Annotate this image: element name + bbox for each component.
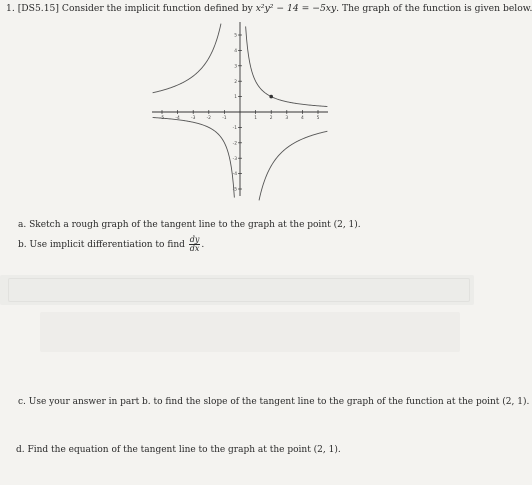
curve-branch-q2 — [153, 24, 221, 93]
part-c-label: c. — [18, 397, 26, 407]
curve-branch-q4 — [259, 131, 327, 200]
part-d — [16, 444, 341, 456]
x-tick-label: 3 — [285, 116, 289, 121]
problem-number: 1. — [6, 3, 15, 14]
y-tick-label: 3 — [234, 64, 237, 70]
curve-branch-q1 — [246, 26, 328, 106]
part-d-text: Find the equation of the tangent line to the graph at the point (2, 1). — [27, 445, 341, 455]
y-tick-label: -1 — [232, 126, 237, 131]
part-a-label: a. — [18, 220, 27, 230]
y-tick-label: 2 — [234, 79, 237, 85]
problem-statement — [6, 3, 532, 15]
point-marker — [269, 95, 273, 99]
part-b-label: b. — [18, 240, 27, 250]
x-tick-label: 2 — [269, 116, 273, 121]
problem-text: Consider the implicit function defined by — [61, 3, 253, 14]
x-tick-label: 4 — [301, 116, 304, 121]
part-b — [18, 236, 204, 253]
y-tick-label: 4 — [234, 49, 237, 54]
y-tick-label: 5 — [234, 33, 237, 39]
y-tick-label: -2 — [232, 141, 237, 147]
problem-text-end: . The graph of the function is given below. — [336, 3, 532, 14]
part-b-end: . — [201, 240, 205, 250]
part-c — [18, 396, 529, 408]
part-d-label: d. — [16, 445, 25, 455]
derivative-fraction — [189, 236, 201, 253]
function-graph — [150, 20, 330, 198]
fraction-denominator: dx — [189, 244, 200, 253]
x-tick-label: 5 — [316, 116, 320, 121]
y-tick-label: -5 — [232, 187, 237, 193]
y-tick-label: -3 — [232, 156, 237, 162]
problem-equation: x²y² − 14 = −5xy — [255, 3, 337, 14]
x-tick-label: -3 — [191, 116, 196, 121]
fraction-numerator: dy — [189, 235, 200, 244]
x-tick-label: -4 — [175, 116, 180, 121]
x-tick-label: -5 — [159, 116, 165, 121]
part-a-text: Sketch a rough graph of the tangent line to the graph at the point (2, 1). — [29, 220, 361, 230]
x-tick-label: -1 — [222, 116, 227, 121]
problem-tag: [DS5.15] — [17, 3, 59, 14]
axes — [152, 22, 328, 196]
bleed-through-text — [40, 312, 460, 352]
y-tick-label: 1 — [234, 95, 237, 101]
graph-svg — [150, 20, 330, 198]
part-a — [18, 219, 361, 231]
y-tick-label: -4 — [232, 172, 237, 178]
bleed-through-box — [8, 278, 470, 302]
x-tick-label: -2 — [206, 116, 211, 121]
point-marker-group — [269, 95, 273, 99]
curve-branch-q3 — [153, 118, 235, 198]
part-c-text: Use your answer in part b. to find the slope of the tangent line to the graph of the function at the point (2, 1). — [28, 397, 530, 407]
x-tick-label: 1 — [254, 116, 257, 121]
part-b-text: Use implicit differentiation to find — [29, 240, 185, 250]
